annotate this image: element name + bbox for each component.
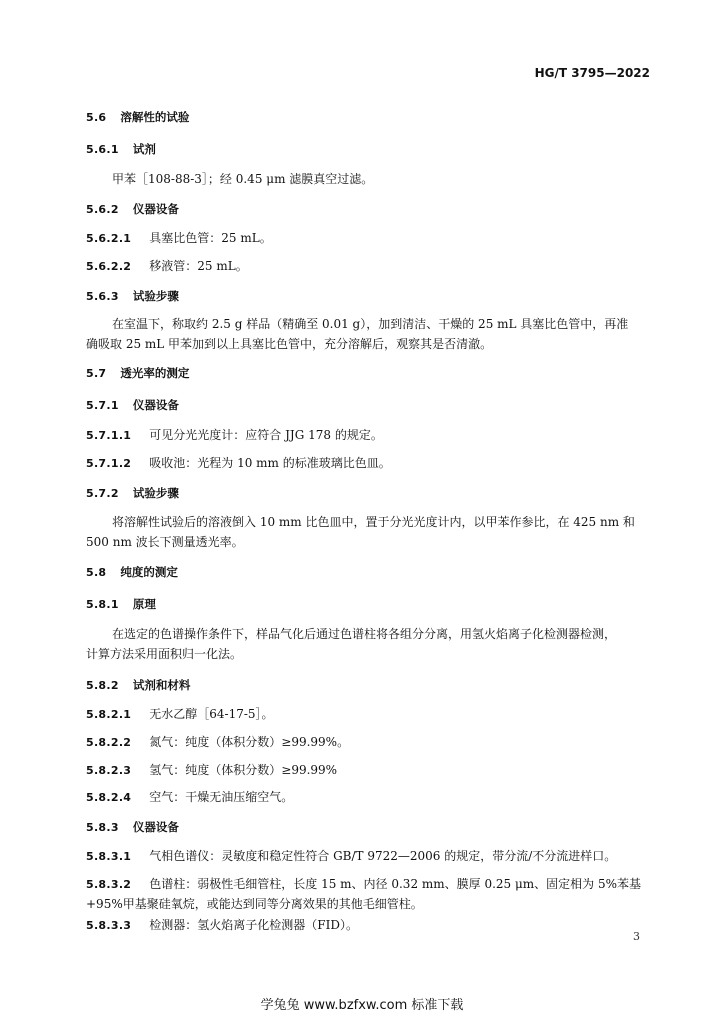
clause-text: 移液管：25 mL。 — [149, 259, 248, 273]
clause-text: 无水乙醇［64-17-5］。 — [149, 707, 274, 721]
section-title: 仪器设备 — [132, 202, 179, 216]
clause-number: 5.8.2.4 — [86, 791, 132, 804]
clause-line — [86, 876, 650, 893]
footer-watermark: 学兔兔 www.bzfxw.com 标准下载 — [260, 998, 464, 1013]
section-number: 5.8.1 — [86, 598, 119, 611]
clause-line — [86, 706, 650, 723]
section-title: 试剂 — [132, 142, 156, 156]
clause-line — [86, 455, 650, 472]
clause-number: 5.7.1.1 — [86, 429, 132, 442]
clause-text: 氢气：纯度（体积分数）≥99.99% — [149, 763, 338, 777]
section-number: 5.6 — [86, 111, 107, 124]
section-heading — [86, 365, 650, 382]
page-number: 3 — [633, 930, 640, 943]
paragraph-line: 在室温下，称取约 2.5 g 样品（精确至 0.01 g），加到清洁、干燥的 25 mL 具塞比色管中，再准 — [112, 317, 629, 331]
section-heading — [86, 485, 650, 502]
clause-line — [86, 917, 650, 934]
clause-number: 5.6.2.2 — [86, 260, 132, 273]
clause-text: 可见分光光度计：应符合 JJG 178 的规定。 — [149, 428, 383, 442]
clause-text: 检测器：氢火焰离子化检测器（FID）。 — [149, 918, 358, 932]
clause-number: 5.8.2.1 — [86, 708, 132, 721]
paragraph-line: 500 nm 波长下测量透光率。 — [86, 535, 244, 549]
section-title: 试验步骤 — [132, 289, 179, 303]
section-heading — [86, 201, 650, 218]
section-title: 透光率的测定 — [120, 366, 190, 380]
paragraph-line: 在选定的色谱操作条件下，样品气化后通过色谱柱将各组分分离，用氢火焰离子化检测器检测， — [112, 627, 617, 641]
section-heading — [86, 564, 650, 581]
clause-text: 色谱柱：弱极性毛细管柱，长度 15 m、内径 0.32 mm、膜厚 0.25 μm、固定相为 5%苯基 — [149, 877, 642, 891]
document-id: HG/T 3795—2022 — [534, 66, 650, 80]
clause-line — [86, 762, 650, 779]
section-heading — [86, 109, 650, 126]
clause-text: 空气：干燥无油压缩空气。 — [149, 790, 294, 804]
section-title: 试验步骤 — [132, 486, 179, 500]
section-title: 试剂和材料 — [132, 678, 191, 692]
section-number: 5.8.3 — [86, 821, 119, 834]
clause-line — [86, 848, 650, 865]
section-title: 纯度的测定 — [120, 565, 178, 579]
clause-line — [86, 258, 650, 275]
section-number: 5.6.3 — [86, 290, 119, 303]
clause-text: 氮气：纯度（体积分数）≥99.99%。 — [149, 735, 350, 749]
clause-number: 5.8.2.3 — [86, 764, 132, 777]
clause-text: 气相色谱仪：灵敏度和稳定性符合 GB/T 9722—2006 的规定，带分流/不分流进样口。 — [149, 849, 617, 863]
section-heading — [86, 288, 650, 305]
section-heading — [86, 677, 650, 694]
section-number: 5.7 — [86, 367, 107, 380]
clause-number: 5.6.2.1 — [86, 232, 132, 245]
section-number: 5.7.2 — [86, 487, 119, 500]
section-heading — [86, 397, 650, 414]
section-heading — [86, 141, 650, 158]
clause-number: 5.8.3.3 — [86, 919, 132, 932]
clause-line — [86, 427, 650, 444]
section-number: 5.8.2 — [86, 679, 119, 692]
paragraph-line: 将溶解性试验后的溶液倒入 10 mm 比色皿中，置于分光光度计内，以甲苯作参比，在 425 nm 和 — [112, 515, 635, 529]
paragraph-line: +95%甲基聚硅氧烷，或能达到同等分离效果的其他毛细管柱。 — [86, 897, 423, 911]
clause-text: 吸收池：光程为 10 mm 的标准玻璃比色皿。 — [149, 456, 391, 470]
paragraph-line: 确吸取 25 mL 甲苯加到以上具塞比色管中，充分溶解后，观察其是否清澈。 — [86, 337, 493, 351]
section-title: 仪器设备 — [132, 820, 179, 834]
section-heading — [86, 596, 650, 613]
section-number: 5.7.1 — [86, 399, 119, 412]
clause-number: 5.8.3.2 — [86, 878, 132, 891]
clause-line — [86, 789, 650, 806]
clause-number: 5.8.2.2 — [86, 736, 132, 749]
section-title: 原理 — [132, 597, 156, 611]
section-heading — [86, 819, 650, 836]
clause-number: 5.8.3.1 — [86, 850, 132, 863]
clause-line — [86, 734, 650, 751]
clause-text: 具塞比色管：25 mL。 — [149, 231, 272, 245]
clause-number: 5.7.1.2 — [86, 457, 132, 470]
section-number: 5.6.2 — [86, 203, 119, 216]
paragraph-line: 计算方法采用面积归一化法。 — [86, 647, 243, 661]
paragraph-line: 甲苯［108-88-3］；经 0.45 μm 滤膜真空过滤。 — [112, 172, 374, 186]
section-title: 溶解性的试验 — [120, 110, 190, 124]
section-title: 仪器设备 — [132, 398, 179, 412]
clause-line — [86, 230, 650, 247]
section-number: 5.6.1 — [86, 143, 119, 156]
section-number: 5.8 — [86, 566, 107, 579]
